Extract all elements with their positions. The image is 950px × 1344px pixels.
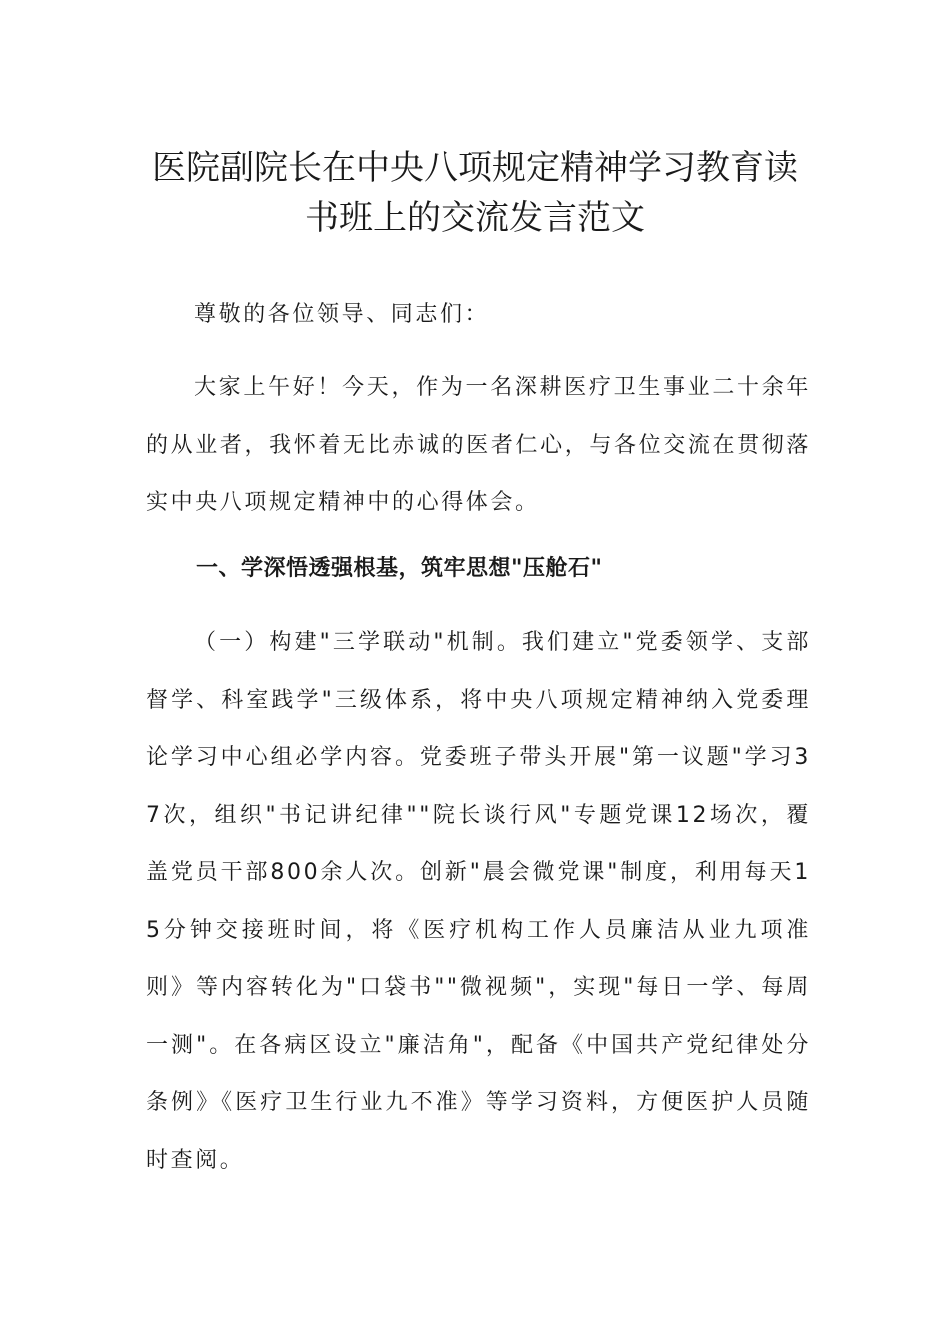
paragraph-intro: 大家上午好！今天，作为一名深耕医疗卫生事业二十余年的从业者，我怀着无比赤诚的医者仁心，与各位交流在贯彻落实中央八项规定精神中的心得体会。 bbox=[146, 375, 811, 515]
document-title-line-1: 医院副院长在中央八项规定精神学习教育读 bbox=[152, 148, 798, 188]
document-title-line-2: 书班上的交流发言范文 bbox=[305, 198, 645, 238]
section-heading-1: 一、学深悟透强根基，筑牢思想"压舱石" bbox=[196, 556, 603, 581]
salutation: 尊敬的各位领导、同志们： bbox=[194, 302, 490, 327]
paragraph-section1-item1: （一）构建"三学联动"机制。我们建立"党委领学、支部督学、科室践学"三级体系，将中央八项规定精神纳入党委理论学习中心组必学内容。党委班子带头开展"第一议题"学习37次，组织"书记讲纪律""院长谈行风"专题党课12场次，覆盖党员干部800余人次。创新"晨会微党课"制度，利用每天15分钟交接班时间，将《医疗机构工作人员廉洁从业九项准则》等内容转化为"口袋书""微视频"，实现"每日一学、每周一测"。在各病区设立"廉洁角"，配备《中国共产党纪律处分条例》《医疗卫生行业九不准》等学习资料，方便医护人员随时查阅。 bbox=[146, 630, 811, 1173]
